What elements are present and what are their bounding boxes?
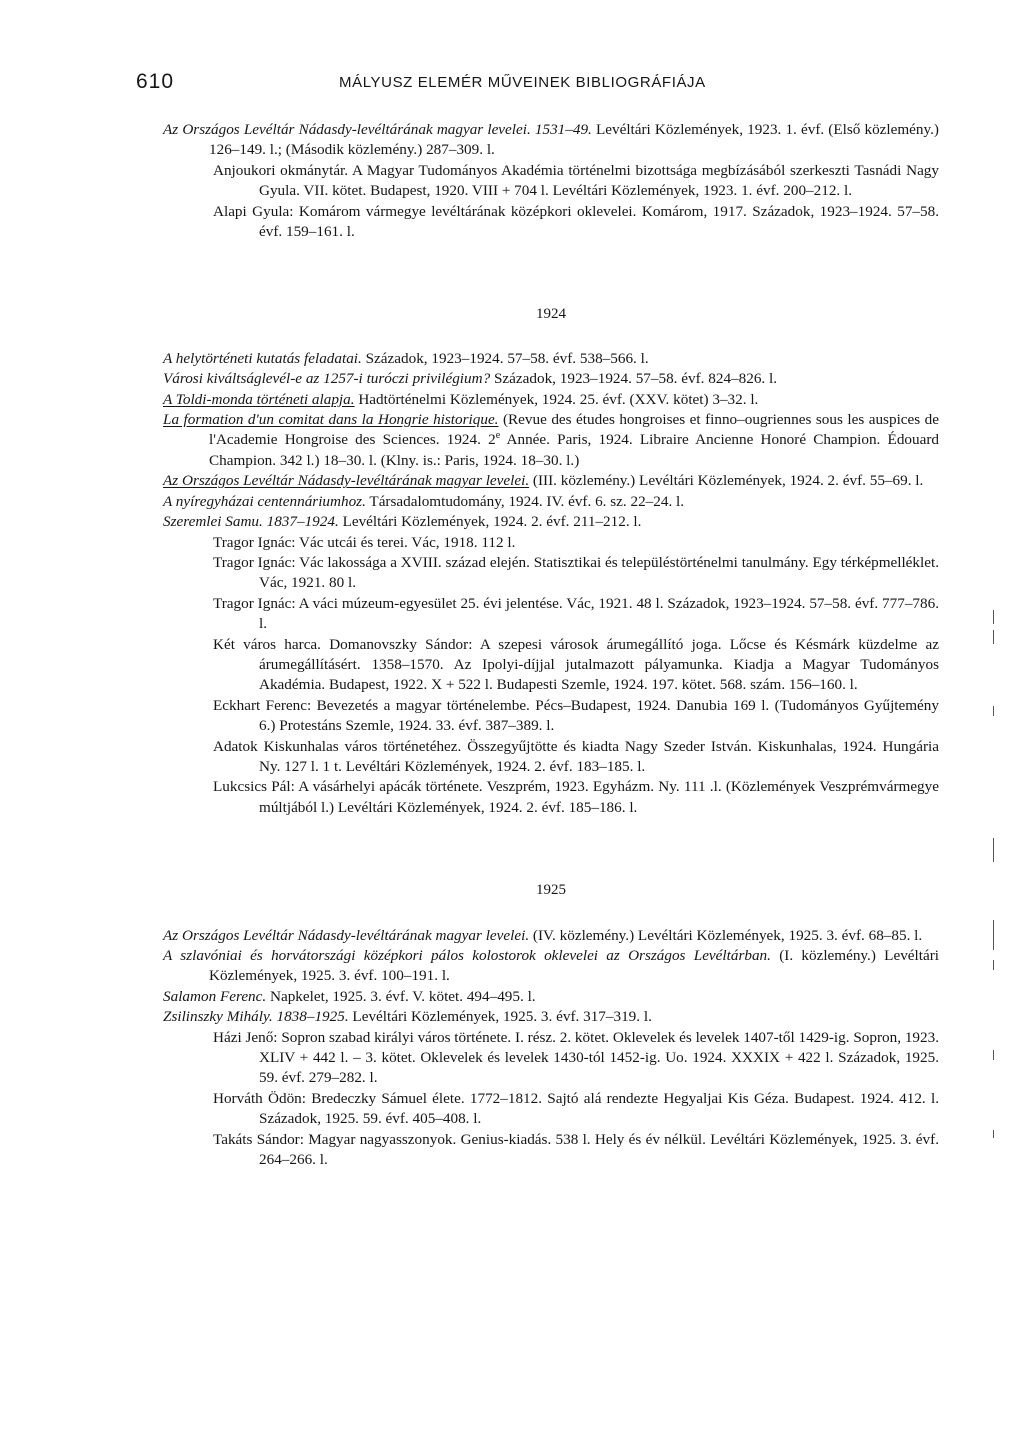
review-entry [163, 202, 939, 243]
running-title: MÁLYUSZ ELEMÉR MŰVEINEK BIBLIOGRÁFIÁJA [339, 74, 706, 91]
bibliography-entry [163, 349, 939, 369]
bibliography-page [136, 70, 939, 1170]
entry-details: Année. Paris, 1924. Libraire Ancienne Honoré Champion. Édouard Champion. 342 l.) 18–30. l. (Klny. is.: Paris, 1924. 18–30. l.) [209, 431, 939, 469]
entry-details: Hadtörténelmi Közlemények, 1924. 25. évf. (XXV. kötet) 3–32. l. [354, 390, 759, 408]
entry-details: Társadalomtudomány, 1924. IV. évf. 6. sz. 22–24. l. [365, 492, 685, 510]
entry-title: Az Országos Levéltár Nádasdy-levéltárának magyar levelei. [163, 472, 530, 490]
review-entry: Eckhart Ferenc: Bevezetés a magyar történelembe. Pécs–Budapest, 1924. Danubia 169 l. (Tudományos Gyűjtemény 6.) Protestáns Szemle, 1924. 33. évf. 387–389. l. [213, 696, 939, 735]
review-entry: Tragor Ignác: A váci múzeum-egyesület 25. évi jelentése. Vác, 1921. 48 l. Századok, 1923–1924. 57–58. évf. 777–786. l. [213, 594, 939, 633]
review-entry: Tragor Ignác: Vác lakossága a XVIII. század elején. Statisztikai és településtörténelmi tanulmány. Egy térképmelléklet. Vác, 1921. 80 l. [213, 553, 939, 592]
entry-title: Salamon Ferenc. [163, 987, 267, 1005]
bibliography-entry [163, 369, 939, 389]
scan-mark [993, 960, 994, 970]
entry-title: A nyíregyházai centennáriumhoz. [163, 492, 366, 510]
page-number: 610 [136, 70, 175, 93]
scan-mark [993, 1050, 994, 1060]
review-entry: Takáts Sándor: Magyar nagyasszonyok. Genius-kiadás. 538 l. Hely és év nélkül. Levéltári Közlemények, 1925. 3. évf. 264–266. l. [213, 1130, 939, 1169]
bibliography-entry [163, 1007, 939, 1027]
entry-details: Alapi Gyula: Komárom vármegye levéltárának középkori oklevelei. Komárom, 1917. Századok, 1923–1924. 57–58. évf. 159–161. l. [213, 202, 939, 241]
review-entry: Két város harca. Domanovszky Sándor: A szepesi városok árumegállító joga. Lőcse és Késmárk küzdelme az árumegállításért. 1358–1570. Az Ipolyi-díjjal jutalmazott pályamunka. Kiadja a Magyar Tudományos Akadémia. Budapest, 1922. X + 522 l. Budapesti Szemle, 1924. 197. kötet. 568. szám. 156–160. l. [213, 635, 939, 694]
scan-mark [993, 838, 994, 862]
bibliography-entry [163, 410, 939, 471]
entry-details: (I. közlemény.) Levéltári Közlemények, 1925. 3. évf. 100–191. l. [209, 947, 939, 985]
superscript: e [495, 430, 501, 442]
year-heading-1925: 1925 [536, 882, 566, 899]
review-entry: Adatok Kiskunhalas város történetéhez. Összegyűjtötte és kiadta Nagy Szeder István. Kiskunhalas, 1924. Hungária Ny. 127 l. 1 t. Levéltári Közlemények, 1924. 2. évf. 183–185. l. [213, 737, 939, 775]
entries-top [163, 120, 939, 242]
entry-title: Az Országos Levéltár Nádasdy-levéltárának magyar levelei. [163, 926, 530, 944]
entry-title: A helytörténeti kutatás feladatai. [163, 349, 362, 367]
entry-title: Városi kiváltságlevél-e az 1257-i turóczi privilégium? [163, 370, 491, 388]
entry-title: La formation d'un comitat dans la Hongrie historique. [163, 411, 499, 429]
entry-details: Századok, 1923–1924. 57–58. évf. 538–566. l. [361, 349, 649, 367]
entry-details: Századok, 1923–1924. 57–58. évf. 824–826. l. [490, 370, 778, 388]
scan-margin-marks [993, 610, 999, 1430]
entry-details: (Revue des études hongroises et finno–ougriennes sous les auspices de l'Academie Hongroise des Sciences. 1924. 2 [209, 411, 939, 449]
review-entry: Horváth Ödön: Bredeczky Sámuel élete. 1772–1812. Sajtó alá rendezte Hegyaljai Kis Géza. Budapest. 1924. 412. l. Századok, 1925. 59. évf. 405–408. l. [213, 1089, 939, 1128]
entry-details: Levéltári Közlemények, 1924. 2. évf. 211–212. l. [338, 513, 642, 531]
bibliography-entry [163, 471, 939, 491]
review-entry: Házi Jenő: Sopron szabad királyi város története. I. rész. 2. kötet. Oklevelek és levelek 1407-től 1429-ig. Sopron, 1923. XLIV + 442 l. – 3. kötet. Oklevelek és levelek 1430-tól 1452-ig. Uo. 1924. XXXIX + 422 l. Századok, 1925. 59. évf. 279–282. l. [213, 1028, 939, 1087]
bibliography-entry [163, 120, 939, 161]
entry-title: Az Országos Levéltár Nádasdy-levéltárának magyar levelei. 1531–49. [163, 121, 592, 138]
entry-details: Napkelet, 1925. 3. évf. V. kötet. 494–495. l. [266, 987, 536, 1005]
entry-details: (IV. közlemény.) Levéltári Közlemények, 1925. 3. évf. 68–85. l. [529, 926, 923, 944]
entry-title: Szeremlei Samu. 1837–1924. [163, 513, 339, 531]
bibliography-entry [163, 512, 939, 532]
year-heading-1924: 1924 [536, 306, 566, 323]
entry-title: A Toldi-monda történeti alapja. [163, 390, 355, 408]
entry-title: A szlavóniai és horvátországi középkori pálos kolostorok oklevelei az Országos Levéltárban. [163, 947, 771, 964]
scan-mark [993, 630, 994, 644]
scan-mark [993, 920, 994, 950]
entry-details: Levéltári Közlemények, 1923. 1. évf. (Első közlemény.) 126–149. l.; (Második közlemény.) 287–309. l. [209, 121, 939, 159]
entry-title: Zsilinszky Mihály. 1838–1925. [163, 1008, 349, 1026]
scan-mark [993, 706, 994, 716]
entry-details: Levéltári Közlemények, 1925. 3. évf. 317–319. l. [348, 1008, 652, 1026]
bibliography-entry [163, 926, 939, 946]
entry-details: Anjoukori okmánytár. A Magyar Tudományos Akadémia történelmi bizottsága megbízásából szerkeszti Tasnádi Nagy Gyula. VII. kötet. Budapest, 1920. VIII + 704 l. Levéltári Közlemények, 1923. 1. évf. 200–212. l. [213, 161, 939, 200]
page-header [136, 70, 939, 94]
bibliography-entry [163, 946, 939, 987]
review-entry: Tragor Ignác: Vác utcái és terei. Vác, 1918. 112 l. [213, 533, 516, 551]
review-entry [163, 161, 939, 202]
bibliography-entry [163, 492, 939, 512]
bibliography-entry [163, 390, 939, 410]
scan-mark [993, 610, 994, 624]
entries-1924 [163, 349, 939, 818]
entries-1925 [163, 926, 939, 1171]
review-entry: Lukcsics Pál: A vásárhelyi apácák története. Veszprém, 1923. Egyházm. Ny. 111 .l. (Közlemények Veszprémvármegye múltjából l.) Levéltári Közlemények, 1924. 2. évf. 185–186. l. [213, 778, 939, 816]
scan-mark [993, 1130, 994, 1138]
entry-details: (III. közlemény.) Levéltári Közlemények, 1924. 2. évf. 55–69. l. [529, 472, 924, 490]
bibliography-entry [163, 987, 939, 1007]
